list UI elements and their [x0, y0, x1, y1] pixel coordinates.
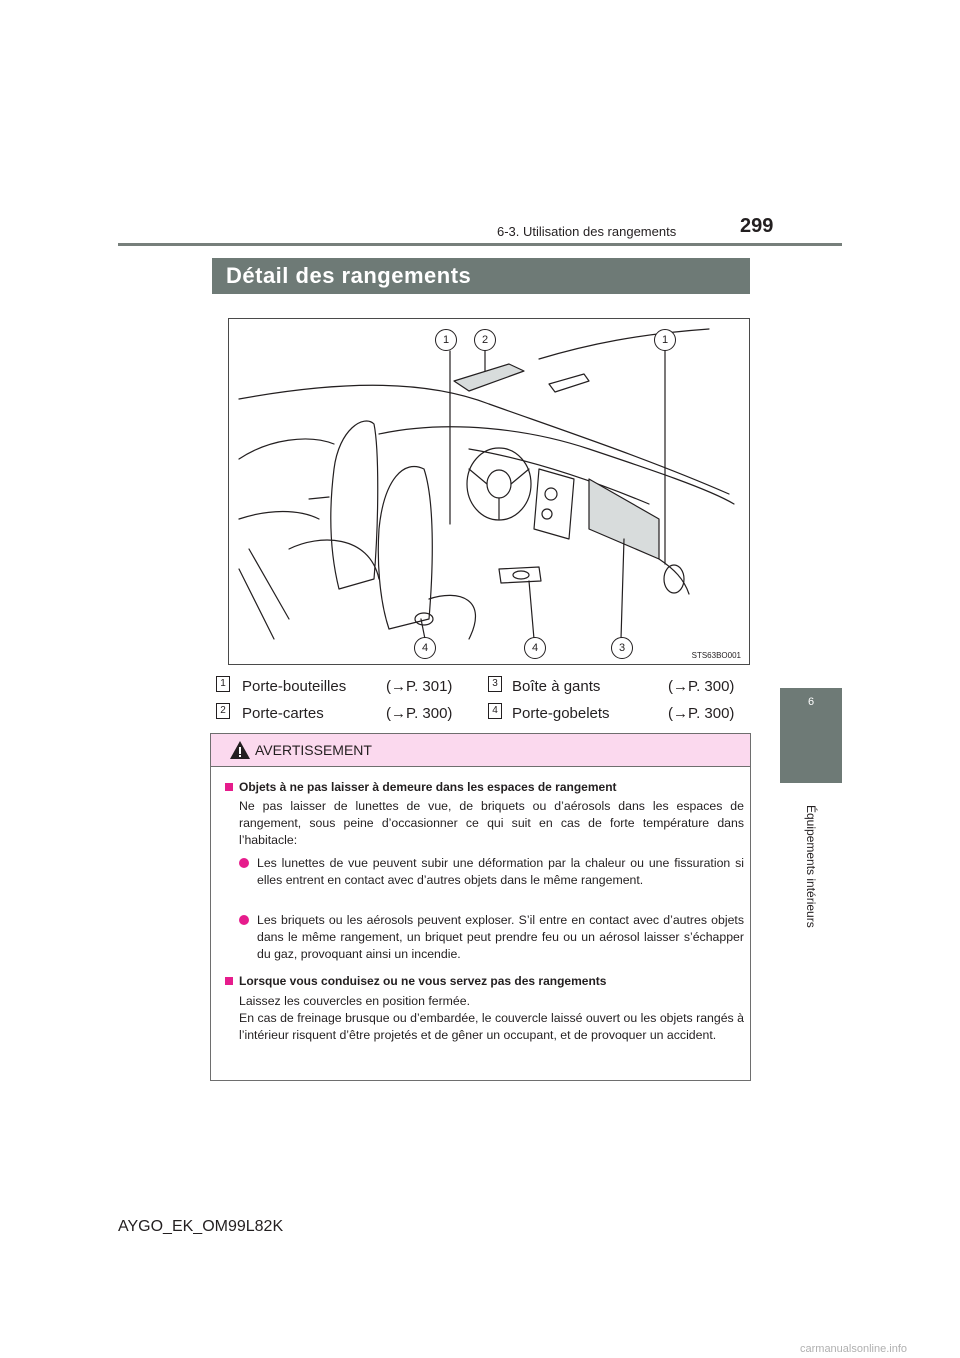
- warning-text-2b: En cas de freinage brusque ou d’embardée, le couvercle laissé ouvert ou les objets rangés à l’intérieur risquent d’être projetés et de gêner un occupant, et de provoquer un accident.: [239, 1011, 744, 1042]
- warning-box: AVERTISSEMENT Objets à ne pas laisser à demeure dans les espaces de rangement Ne pas laisser de lunettes de vue, de briquets ou d’aérosols dans les espaces de rangement, sous peine d’occasionner ce qui suit en cas de forte température dans l’habitacle: Les lunettes de vue peuvent subir une déformation par la chaleur ou une fissuration si elles entrent en contact avec d’autres objets dans le même rangement. Les briquets ou les aérosols peuvent exploser. S’il entre en contact avec d’autres objets dans le même rangement, un briquet peut prendre feu ou un aérosol laisser s’échapper du gaz, provoquant ainsi un incendie. Lorsque vous conduisez ou ne vous servez pas des rangements Laissez les couvercles en position fermée. En cas de freinage brusque ou d’embardée, le couvercle laissé ouvert ou les objets rangés à l’intérieur risquent d’être projetés et de gêner un occupant, et de provoquer un accident.: [210, 733, 751, 1081]
- chapter-label: Équipements intérieurs: [804, 805, 818, 928]
- warning-text-1: Ne pas laisser de lunettes de vue, de briquets ou d’aérosols dans les espaces de rangement, sous peine d’occasionner ce qui suit en cas de forte température dans l’habitacle:: [239, 799, 744, 847]
- legend-ref-1: (→P. 301): [386, 678, 453, 695]
- section-title-bar: [212, 258, 750, 294]
- legend-label-4: Porte-gobelets: [512, 705, 610, 722]
- legend-ref-3: (→P. 300): [668, 678, 735, 695]
- warning-header: [211, 734, 750, 767]
- warning-text-2a: Laissez les couvercles en position fermée.: [239, 994, 471, 1008]
- header-rule: [118, 243, 842, 246]
- callout-3: 3: [611, 637, 633, 659]
- figure-code: STS63BO001: [691, 651, 741, 660]
- legend-num-1: 1: [216, 676, 230, 692]
- header-section-title: 6-3. Utilisation des rangements: [497, 224, 677, 239]
- callout-1-right: 1: [654, 329, 676, 351]
- watermark: carmanualsonline.info: [800, 1343, 908, 1355]
- warning-heading-2: Lorsque vous conduisez ou ne vous servez pas des rangements: [225, 974, 606, 988]
- legend-num-3: 3: [488, 676, 502, 692]
- section-title: Détail des rangements: [226, 263, 472, 288]
- callout-4-right: 4: [524, 637, 546, 659]
- manual-code: AYGO_EK_OM99L82K: [118, 1218, 284, 1235]
- legend-ref-2: (→P. 300): [386, 705, 453, 722]
- car-interior-drawing: [229, 319, 749, 664]
- page-number: 299: [740, 215, 774, 237]
- square-bullet-icon: [225, 783, 233, 791]
- chapter-number: 6: [807, 696, 815, 708]
- round-bullet-icon: [239, 915, 249, 925]
- legend-num-2: 2: [216, 703, 230, 719]
- legend-ref-4: (→P. 300): [668, 705, 735, 722]
- square-bullet-icon: [225, 977, 233, 985]
- callout-1-left: 1: [435, 329, 457, 351]
- legend-label-3: Boîte à gants: [512, 678, 601, 695]
- callout-4-left: 4: [414, 637, 436, 659]
- legend-label-1: Porte-bouteilles: [242, 678, 347, 695]
- callout-2: 2: [474, 329, 496, 351]
- chapter-tab: [780, 688, 842, 783]
- warning-triangle-icon: [229, 740, 251, 760]
- interior-illustration: [228, 318, 750, 665]
- warning-heading-1: Objets à ne pas laisser à demeure dans les espaces de rangement: [225, 780, 617, 794]
- legend-label-2: Porte-cartes: [242, 705, 324, 722]
- warning-title: AVERTISSEMENT: [255, 742, 372, 758]
- round-bullet-icon: [239, 858, 249, 868]
- legend-num-4: 4: [488, 703, 502, 719]
